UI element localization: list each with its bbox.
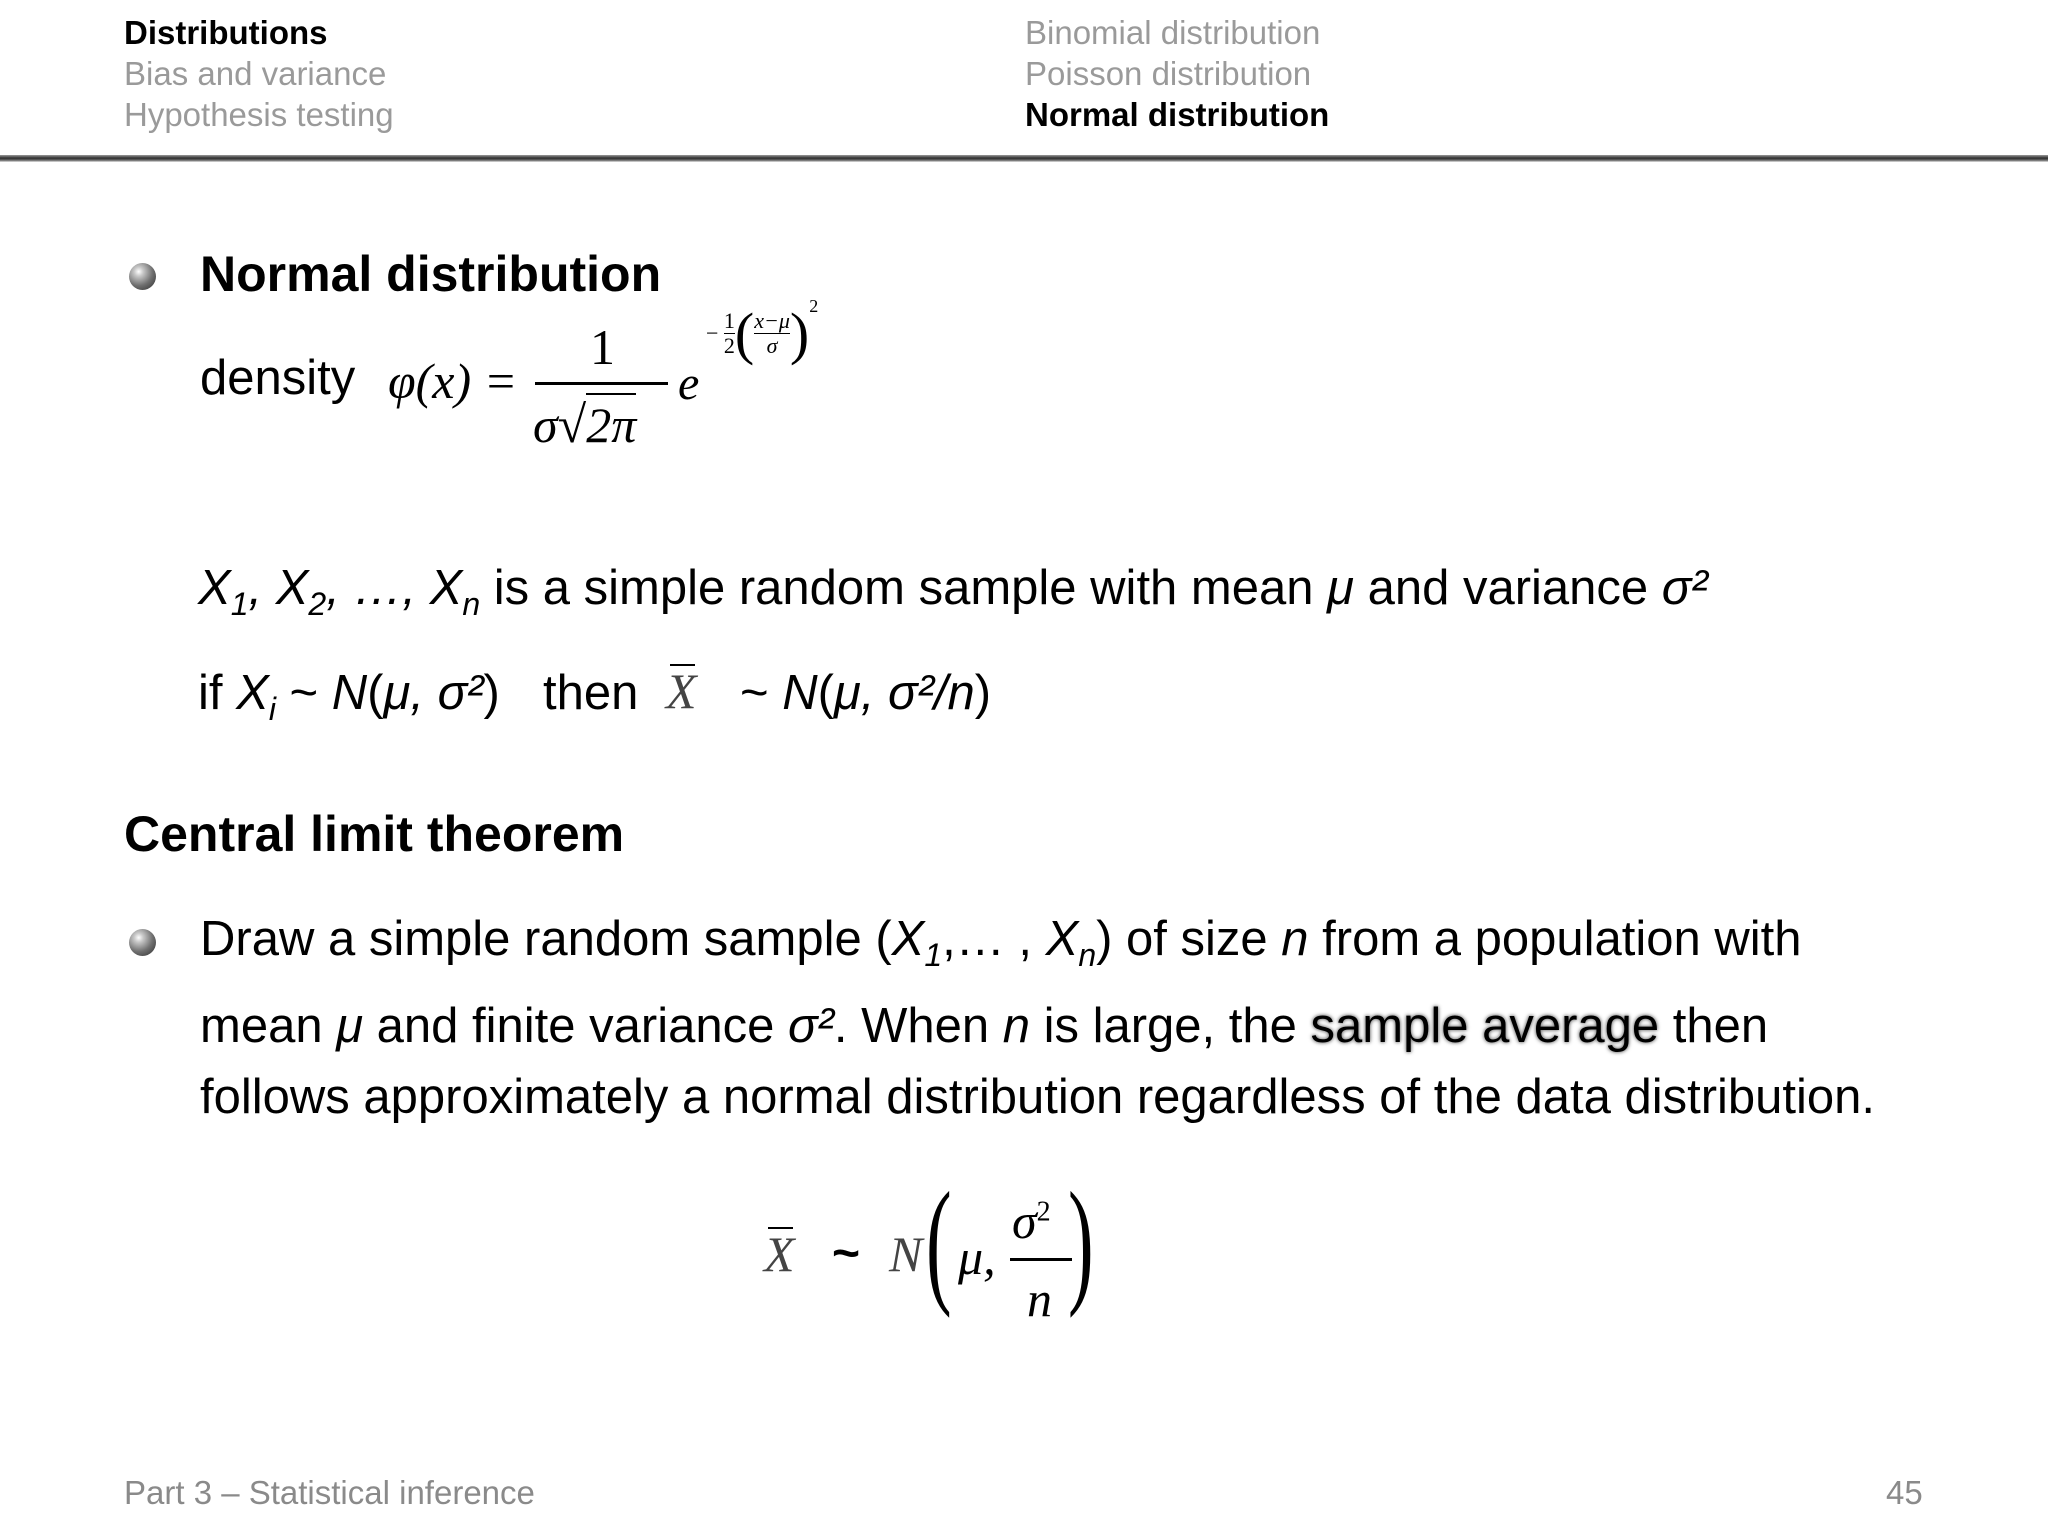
exp-half-num: 1 — [723, 308, 735, 333]
mu-1: μ — [383, 666, 411, 720]
nav-subsection-normal[interactable]: Normal distribution — [1025, 96, 1330, 133]
phi-of-x: φ(x) = — [388, 353, 518, 409]
sample-mid-text: is a simple random sample with mean — [480, 561, 1328, 615]
exponent-group — [706, 296, 819, 367]
clt-paren-open: ( — [926, 1164, 952, 1319]
clt-num-sigma: σ — [1012, 1193, 1037, 1249]
xbar-inline — [666, 662, 697, 720]
mu-2: μ — [833, 666, 861, 720]
mu-symbol: μ — [1327, 561, 1354, 615]
sigma-symbol: σ — [533, 397, 558, 453]
variance-symbol: σ² — [1661, 561, 1708, 615]
nav-section-distributions[interactable]: Distributions — [124, 14, 328, 51]
header-divider — [0, 155, 2048, 162]
var-xi: X — [236, 666, 269, 720]
exp-paren-close: ) — [789, 301, 810, 366]
section-nav — [124, 12, 394, 135]
exp-power: 2 — [809, 296, 819, 316]
nav-section-hypothesis-testing[interactable]: Hypothesis testing — [124, 96, 394, 133]
exp-paren-open: ( — [734, 301, 755, 366]
sub-1: 1 — [230, 585, 249, 622]
density-denominator — [533, 396, 636, 455]
args-1: , σ² — [410, 666, 484, 720]
exp-base: e — [678, 357, 700, 410]
clt-xbar — [764, 1225, 795, 1283]
density-label: density — [200, 351, 356, 405]
density-fraction-bar — [535, 382, 668, 385]
paren-open-1: ( — [367, 666, 384, 720]
var-xn: X — [429, 561, 463, 615]
clt-fraction-bar — [1010, 1258, 1072, 1261]
normal-n-2: N — [782, 666, 818, 720]
bullet-icon — [129, 929, 156, 956]
sub-2: 2 — [308, 585, 327, 622]
clt-paren-close: ) — [1068, 1164, 1094, 1319]
density-numerator: 1 — [590, 319, 615, 375]
sep-2: , …, — [326, 561, 430, 615]
footer-part-label: Part 3 – Statistical inference — [124, 1474, 535, 1511]
var-x1: X — [198, 561, 231, 615]
clt-den: n — [1027, 1271, 1052, 1327]
root-content: 2π — [586, 393, 636, 453]
nav-subsection-poisson[interactable]: Poisson distribution — [1025, 55, 1312, 92]
clt-num-power: 2 — [1036, 1196, 1051, 1228]
page-number: 45 — [1886, 1474, 1923, 1511]
exp-half-den: 2 — [723, 333, 735, 358]
clt-line-1: Draw a simple random sample ($X_1,\dots$ , $X_n$) of size n from a population with — [200, 912, 1802, 973]
sample-average-highlight: sample average — [1310, 998, 1660, 1053]
clt-line-3: follows approximately a normal distribution regardless of the data distribution. — [200, 1069, 1876, 1124]
xbar-symbol: X — [666, 663, 697, 719]
and-variance-text: and variance — [1353, 561, 1662, 615]
xbar-distribution — [740, 665, 991, 721]
density-lhs — [388, 352, 517, 410]
clt-num — [1012, 1192, 1051, 1250]
nav-subsection-binomial[interactable]: Binomial distribution — [1025, 14, 1321, 51]
clt-line-2: mean μ and finite variance σ². When n is large, the sample average then — [200, 998, 1769, 1053]
sqrt-icon: √ — [557, 397, 587, 454]
var-x2: X — [275, 561, 309, 615]
paren-close-2: ) — [974, 666, 992, 720]
exp-frac-den: σ — [766, 333, 778, 358]
if-text: if — [198, 666, 237, 720]
exp-half — [724, 309, 735, 358]
normal-n-1: N — [331, 666, 368, 720]
paren-open-2: ( — [817, 666, 834, 720]
clt-normal-n: N — [889, 1226, 923, 1282]
bullet-icon — [129, 263, 156, 290]
sub-n: n — [462, 585, 481, 622]
tilde-2: ~ — [740, 666, 783, 720]
paren-close-1: ) — [483, 666, 500, 720]
sample-statement — [198, 560, 1708, 623]
subsection-nav — [1025, 12, 1329, 135]
if-then-statement — [198, 665, 500, 728]
sep-1: , — [248, 561, 276, 615]
nav-section-bias-variance[interactable]: Bias and variance — [124, 55, 387, 92]
tilde-1: ~ — [275, 666, 332, 720]
clt-heading: Central limit theorem — [124, 806, 625, 862]
clt-xbar-symbol: X — [764, 1226, 795, 1282]
args-2: , σ²/ — [860, 666, 948, 720]
exp-frac-num: x−μ — [754, 308, 790, 333]
sub-i: i — [268, 690, 276, 727]
clt-mu: μ, — [958, 1229, 996, 1285]
exp-fraction — [754, 309, 790, 358]
clt-paragraph — [200, 904, 1875, 1133]
then-text: then — [543, 666, 639, 720]
normal-distribution-heading: Normal distribution — [200, 246, 662, 302]
clt-tilde: ~ — [832, 1227, 861, 1280]
n-2: n — [947, 666, 975, 720]
exp-minus: − — [706, 320, 719, 346]
